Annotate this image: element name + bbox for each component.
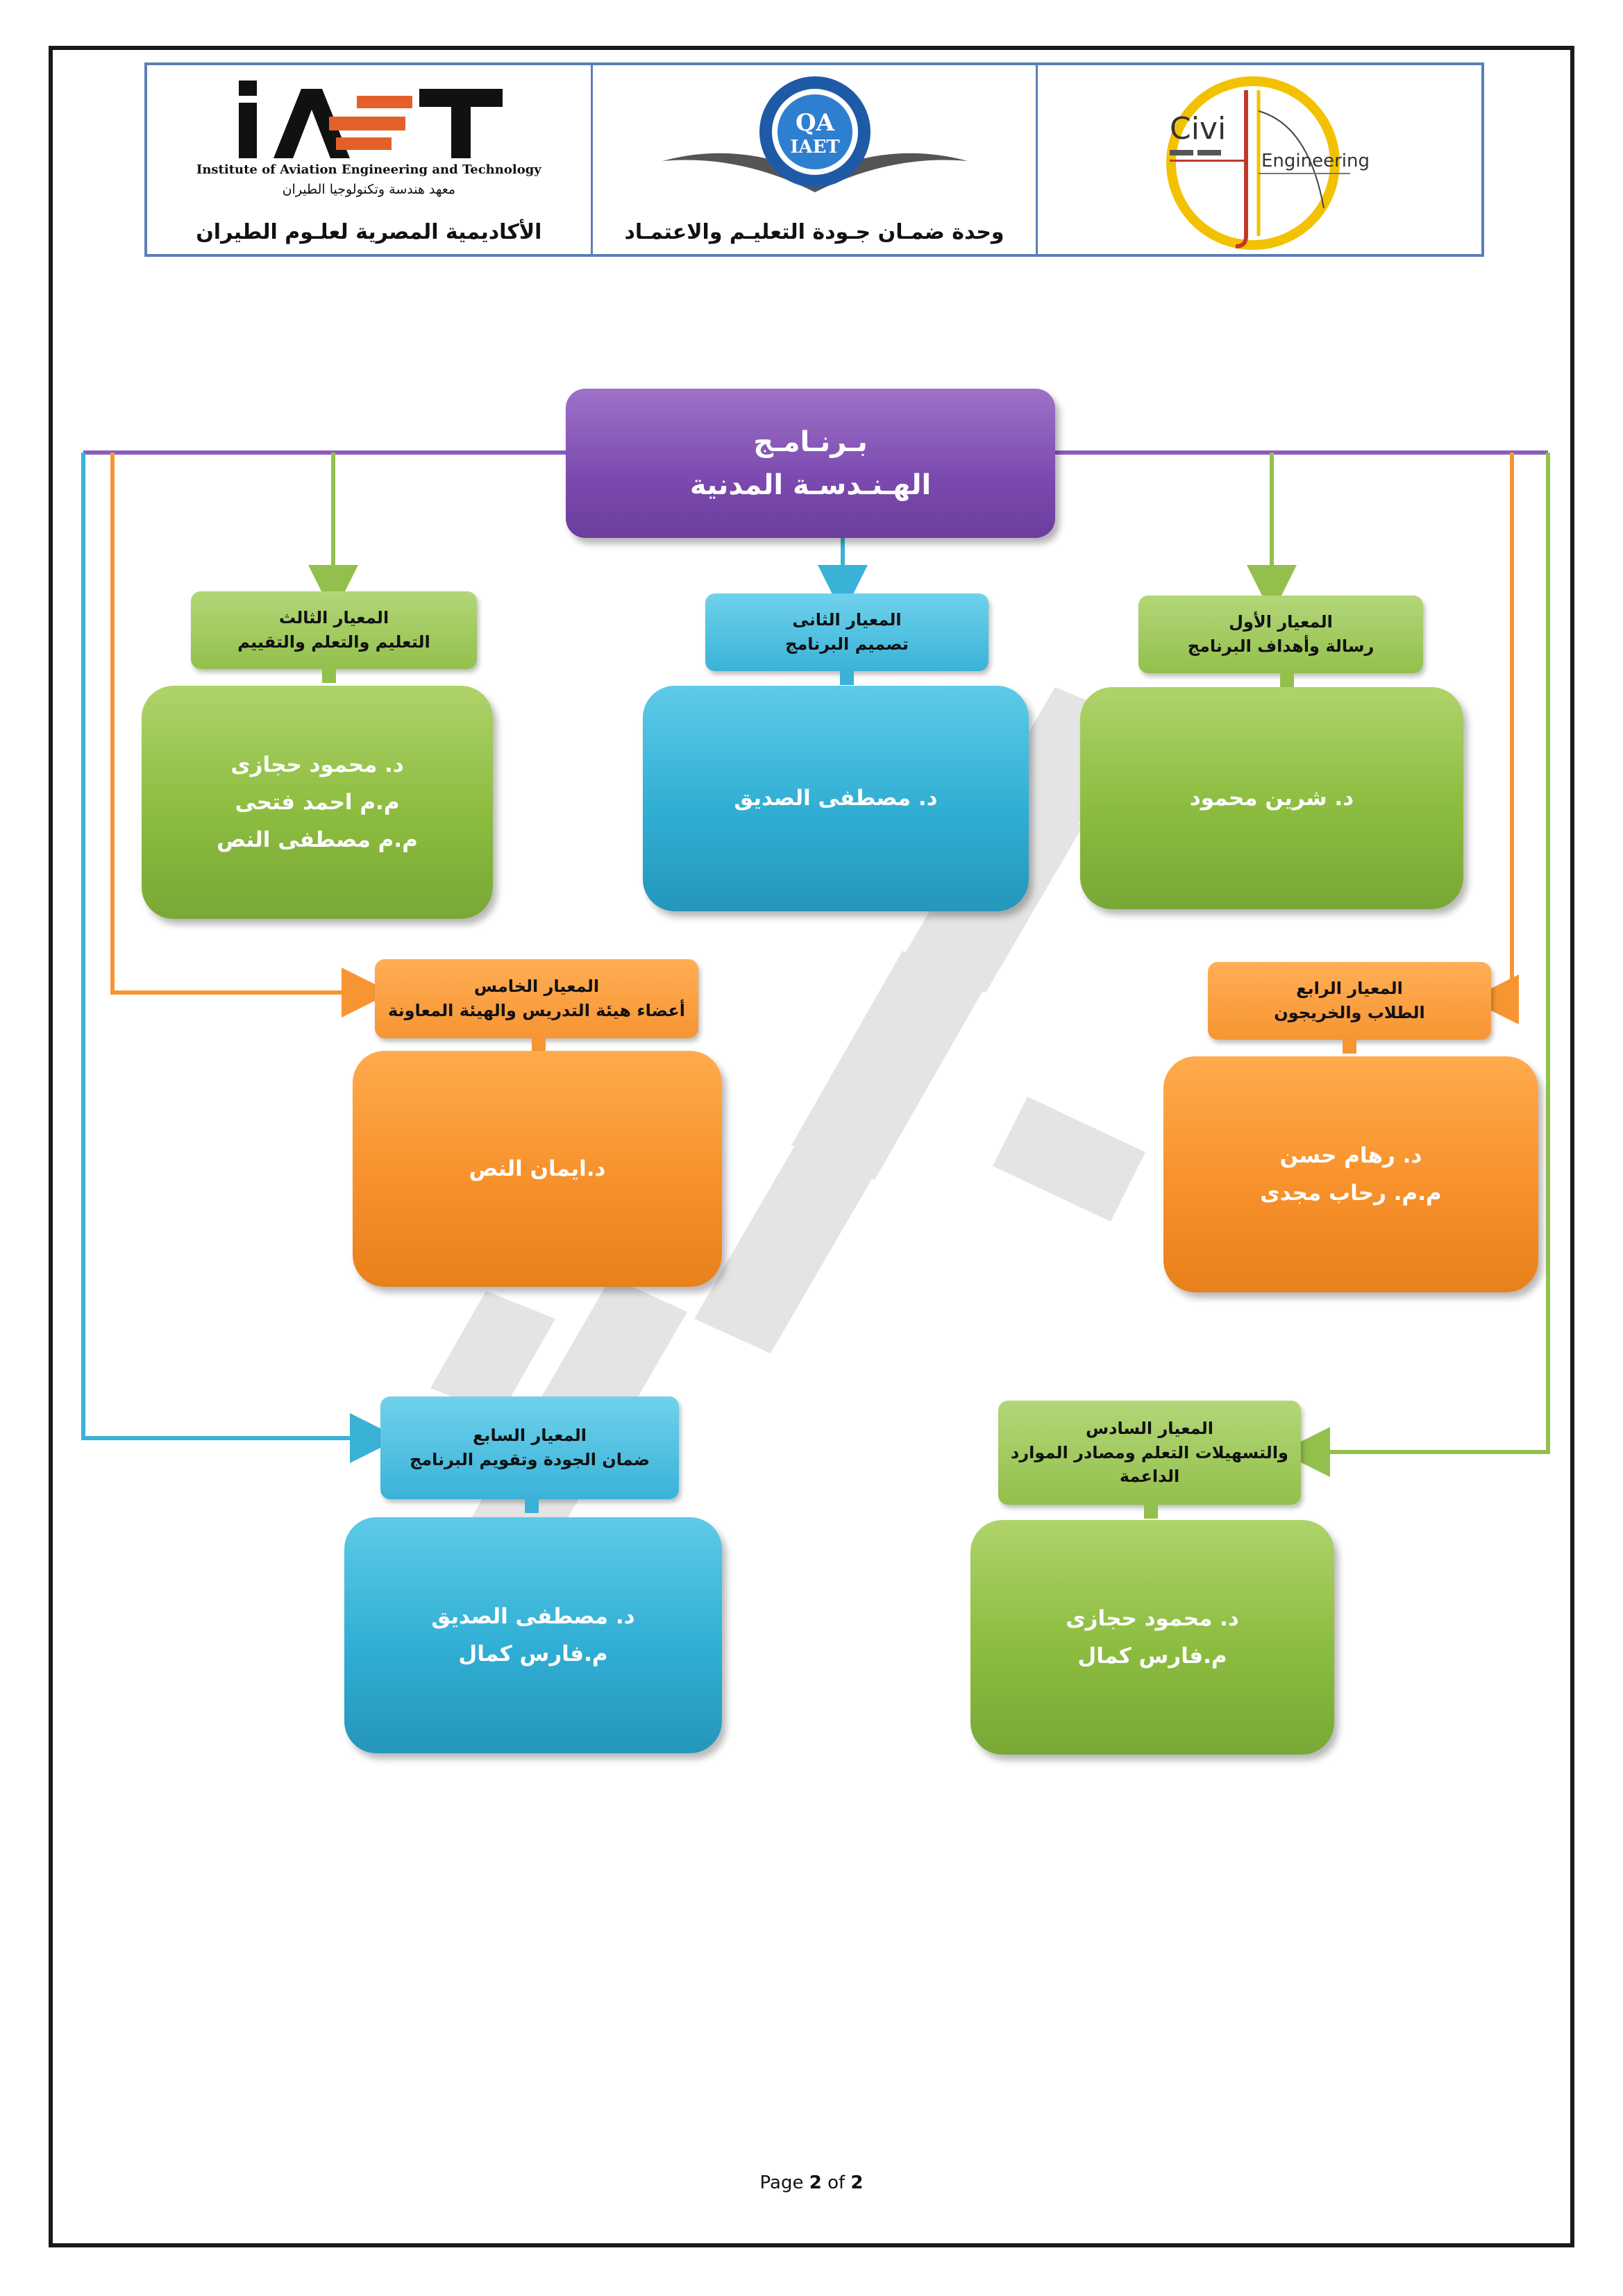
standard-5-label [375,959,698,1038]
standard-7-member-1: د. مصطفى الصديق [431,1603,635,1629]
standard-5-connector [532,1038,546,1052]
standard-6-label [998,1401,1301,1505]
civil-logo-word: Civi [1170,111,1227,146]
standard-2-subtitle: تصميم البرنامج [785,634,909,654]
standard-7-subtitle: ضمان الجودة وتقويم البرنامج [409,1450,650,1469]
standard-5-members [353,1051,722,1287]
program-title-line1: بـرنـامـج [753,425,868,458]
standard-5-title: المعيار الخامس [473,977,600,997]
qa-unit-caption: وحدة ضمـان جـودة التعليـم والاعتمـاد [624,220,1004,244]
svg-text:IAET: IAET [789,137,840,158]
standard-4-connector [1343,1040,1356,1054]
standard-3-member-1: د. محمود حجازى [230,752,404,777]
standard-6-subtitle: والتسهيلات التعلم ومصادر الموارد الداعمة [1011,1442,1288,1487]
standard-2-member: د. مصطفى الصديق [734,786,938,811]
standard-6-member-1: د. محمود حجازى [1066,1605,1239,1631]
standard-7-label [380,1396,679,1499]
standard-4-subtitle: الطلاب والخريجون [1274,1003,1425,1022]
standard-1-subtitle: رسالة وأهداف البرنامج [1187,636,1374,656]
standard-2-label [705,593,989,671]
standard-2-connector [840,671,854,685]
standard-4-members [1163,1056,1538,1292]
iaet-arabic-name: معهد هندسة وتكنولوجيا الطيران [282,182,456,197]
standard-2-members [643,686,1029,911]
standard-4-member-1: د. رهام حسن [1279,1142,1422,1168]
page-number [0,2172,1623,2193]
of-word: of [827,2172,846,2193]
standard-6-member-2: م.فارس كمال [1077,1644,1227,1669]
standard-3-connector [322,669,336,683]
standard-4-member-2: م.م. رحاب مجدى [1260,1181,1442,1206]
page-word: Page [759,2172,804,2193]
page-current: 2 [809,2172,822,2193]
standard-3-members [142,686,493,919]
engineering-logo-word: Engineering [1261,151,1370,171]
standard-6-title: المعيار السادس [1086,1418,1213,1438]
program-title-line2: الهـنـدسـة المدنية [689,469,932,501]
standard-1-member: د. شرين محمود [1189,785,1354,811]
standard-6-members [970,1520,1334,1755]
standard-7-members [344,1517,722,1753]
standard-3-member-2: م.م احمد فتحى [235,789,400,815]
page-total: 2 [850,2172,864,2193]
standard-5-subtitle: أعضاء هيئة التدريس والهيئة المعاونة [388,1001,685,1020]
standard-7-title: المعيار السابع [473,1426,587,1446]
standard-3-subtitle: التعليم والتعلم والتقييم [237,632,430,652]
program-title-box [566,389,1055,538]
standard-6-connector [1144,1505,1158,1519]
standard-3-title: المعيار الثالث [278,608,389,628]
standard-4-label [1208,962,1491,1040]
standard-7-member-2: م.فارس كمال [458,1641,608,1666]
svg-text:QA: QA [795,109,834,137]
standard-2-title: المعيار الثانى [792,610,902,630]
standard-4-title: المعيار الرابع [1296,979,1403,999]
standard-3-member-3: م.م مصطفى النص [217,827,418,853]
standard-1-connector [1280,673,1294,687]
standard-5-member: د.ايمان النص [469,1156,606,1181]
standard-1-title: المعيار الأول [1229,612,1333,632]
standard-7-connector [525,1499,539,1513]
standard-1-members [1080,687,1463,909]
standard-1-label [1138,596,1423,673]
academy-caption: الأكاديمية المصرية لعلـوم الطيران [196,220,542,244]
standard-3-label [191,591,477,669]
iaet-english-name: Institute of Aviation Engineering and Technology [196,162,541,177]
